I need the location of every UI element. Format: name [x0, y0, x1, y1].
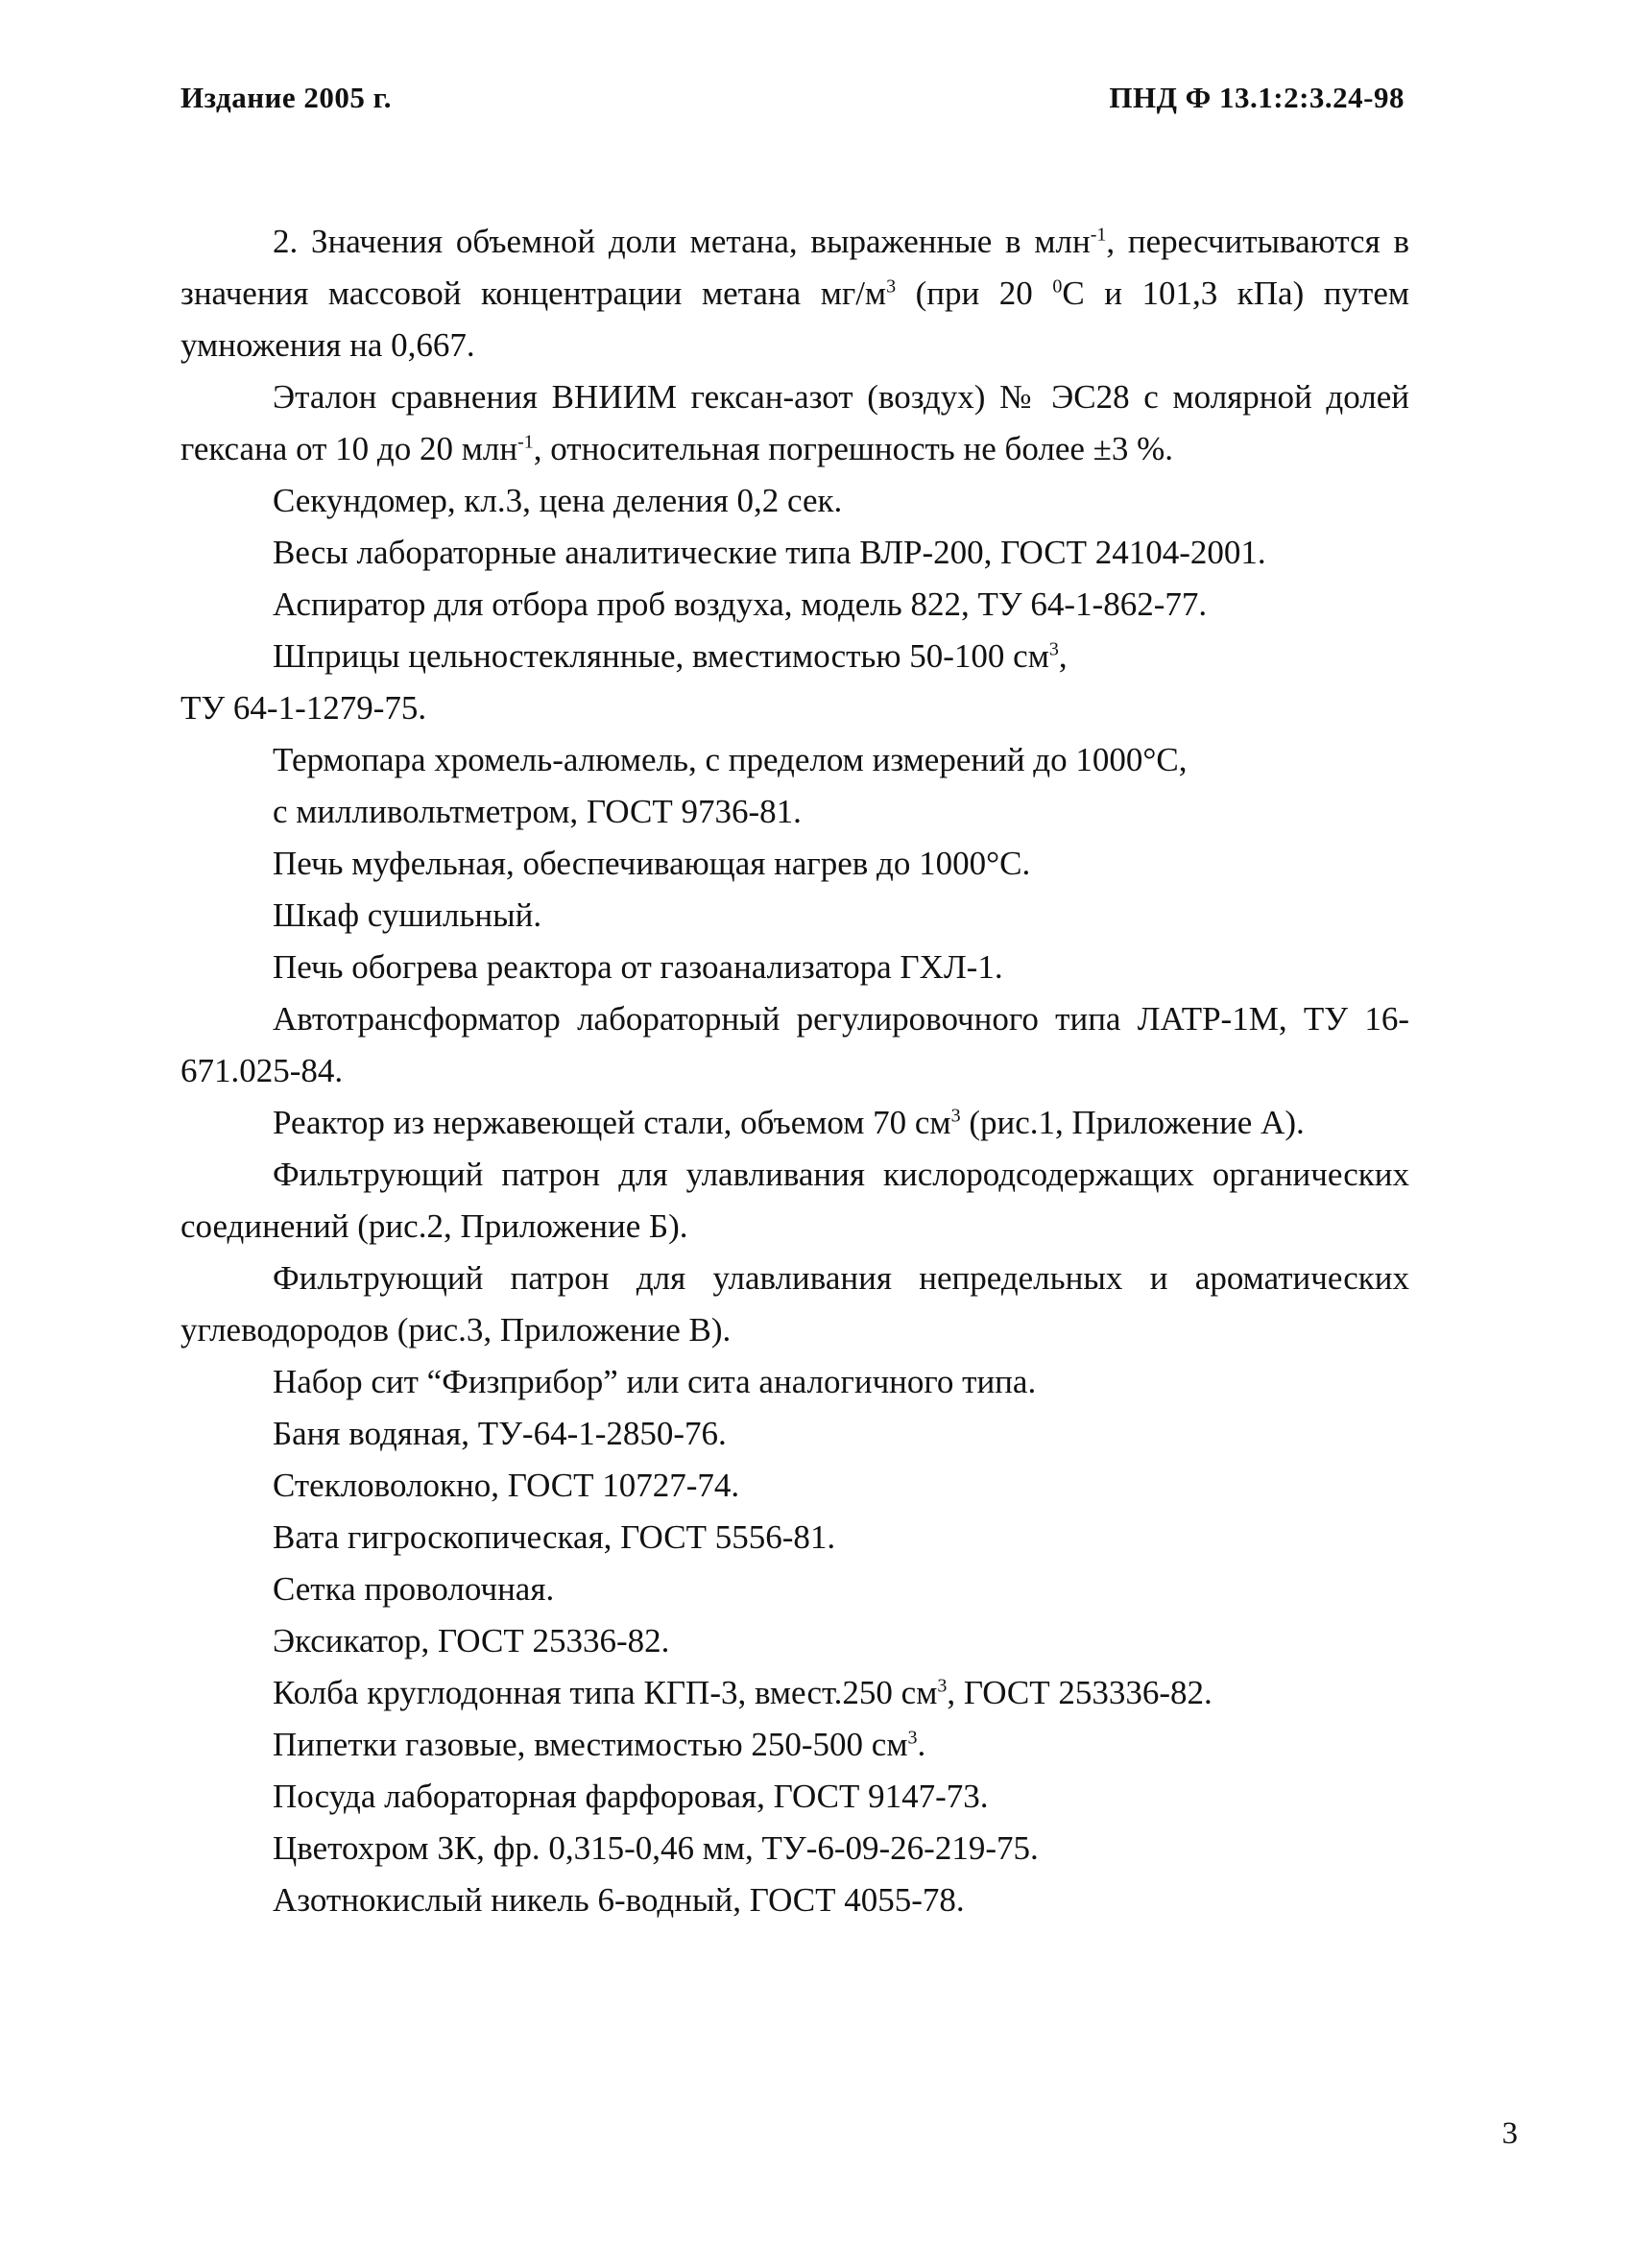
text-fragment: (рис.1, Приложение А).: [960, 1104, 1305, 1141]
edition-header: Издание 2005 г.: [180, 81, 393, 114]
list-item: Секундомер, кл.3, цена деления 0,2 сек.: [273, 482, 843, 519]
list-item: Эксикатор, ГОСТ 25336-82.: [273, 1622, 670, 1659]
text-fragment: ,: [1058, 637, 1068, 675]
list-item: Аспиратор для отбора проб воздуха, модель 822, ТУ 64-1-862-77.: [273, 585, 1208, 623]
list-item: Фильтрующий патрон для улавливания непредельных и ароматических углеводородов (рис.3, Приложение В).: [180, 1259, 1409, 1349]
text-fragment: .: [917, 1726, 926, 1763]
list-item: Фильтрующий патрон для улавливания кислородсодержащих органических соединений (рис.2, Приложение Б).: [180, 1156, 1409, 1245]
list-item: Сетка проволочная.: [273, 1570, 555, 1608]
document-code-header: ПНД Ф 13.1:2:3.24-98: [1109, 81, 1405, 114]
superscript: 3: [907, 1727, 918, 1749]
text-fragment: Реактор из нержавеющей стали, объемом 70 см: [273, 1104, 951, 1141]
text-fragment: (при 20: [896, 275, 1053, 312]
text-fragment: , пересчитываются в значения массовой концентрации метана мг/м: [180, 223, 1410, 312]
page-number: 3: [1501, 2116, 1518, 2151]
list-item-pipettes: [180, 1719, 1409, 1771]
paragraph-reference-standard: [180, 371, 1409, 475]
superscript: 0: [1052, 275, 1063, 298]
list-item: Стекловолокно, ГОСТ 10727-74.: [273, 1467, 740, 1504]
list-item-flask: [180, 1667, 1409, 1719]
text-fragment: С и 101,3 кПа) путем умножения на 0,667.: [180, 275, 1409, 364]
paragraph-methane-conversion: [180, 216, 1409, 371]
list-item: Шкаф сушильный.: [273, 896, 542, 934]
list-item-syringes: [180, 631, 1409, 682]
text-fragment: Колба круглодонная типа КГП-3, вмест.250 см: [273, 1674, 938, 1711]
text-fragment: Шприцы цельностеклянные, вместимостью 50-100 см: [273, 637, 1049, 675]
superscript: 3: [1048, 638, 1059, 660]
list-item: Набор сит “Физприбор” или сита аналогичного типа.: [273, 1363, 1037, 1400]
list-item: Посуда лабораторная фарфоровая, ГОСТ 9147-73.: [273, 1778, 989, 1815]
text-fragment: Эталон сравнения ВНИИМ гексан-азот (воздух) № ЭС28 с молярной долей гексана от 10 до 20 млн: [180, 378, 1409, 467]
superscript: 3: [886, 275, 897, 298]
list-item: Азотнокислый никель 6-водный, ГОСТ 4055-78.: [273, 1881, 965, 1919]
text-fragment: , относительная погрешность не более ±3 %.: [533, 430, 1174, 467]
list-item: Баня водяная, ТУ-64-1-2850-76.: [273, 1415, 727, 1452]
list-item: Цветохром 3К, фр. 0,315-0,46 мм, ТУ-6-09-26-219-75.: [273, 1829, 1039, 1867]
list-item-continuation: с милливольтметром, ГОСТ 9736-81.: [273, 793, 802, 830]
text-fragment: , ГОСТ 253336-82.: [947, 1674, 1213, 1711]
text-fragment: Пипетки газовые, вместимостью 250-500 см: [273, 1726, 908, 1763]
list-item: Печь муфельная, обеспечивающая нагрев до 1000°С.: [273, 845, 1031, 882]
list-item: Автотрансформатор лабораторный регулировочного типа ЛАТР-1М, ТУ 16-671.025-84.: [180, 1000, 1409, 1089]
superscript: 3: [937, 1675, 948, 1697]
superscript: -1: [517, 431, 534, 453]
list-item: Вата гигроскопическая, ГОСТ 5556-81.: [273, 1518, 836, 1556]
list-item-reactor: [180, 1097, 1409, 1149]
document-body: [180, 216, 1409, 1926]
list-item-continuation: ТУ 64-1-1279-75.: [180, 689, 427, 727]
list-item: Печь обогрева реактора от газоанализатора ГХЛ-1.: [273, 948, 1003, 986]
list-item: Весы лабораторные аналитические типа ВЛР-200, ГОСТ 24104-2001.: [273, 534, 1266, 571]
list-item-thermocouple: Термопара хромель-алюмель, с пределом измерений до 1000°С,: [273, 741, 1188, 778]
text-fragment: 2. Значения объемной доли метана, выраженные в млн: [273, 223, 1091, 260]
superscript: 3: [950, 1105, 961, 1127]
superscript: -1: [1090, 224, 1107, 246]
